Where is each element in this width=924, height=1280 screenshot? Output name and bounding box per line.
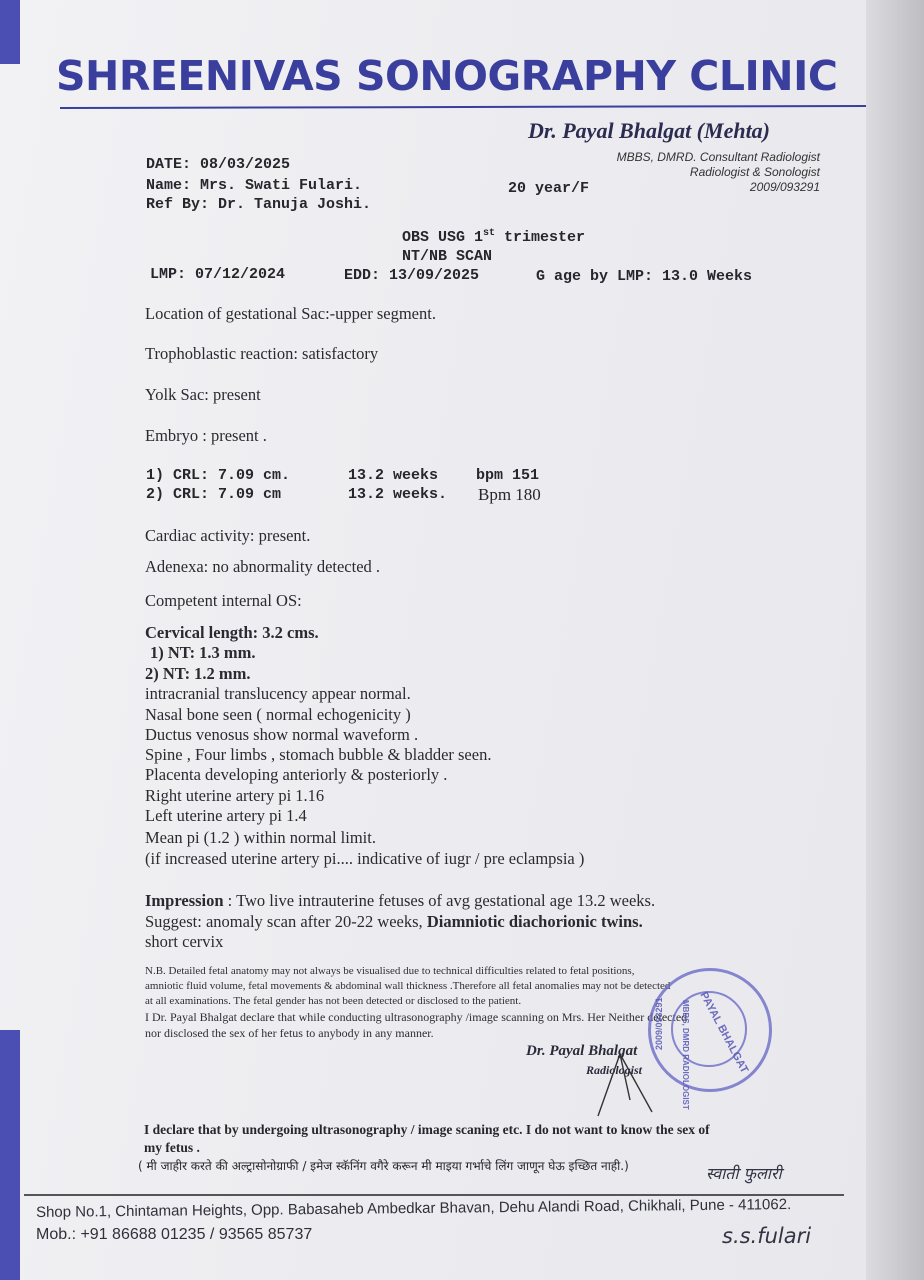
placenta: Placenta developing anteriorly & posteriorly . (145, 765, 448, 784)
left-uterine-pi: Left uterine artery pi 1.4 (145, 806, 307, 825)
nb-line-1: N.B. Detailed fetal anatomy may not always be visualised due to technical difficulties related to fetal positions, (145, 965, 635, 977)
patient-declaration-marathi: ( मी जाहीर करते की अल्ट्रासोनोग्राफी / इमेज स्कॅनिंग वगैरे करून मी माइया गर्भाचे लिंग जाणून घेऊ इच्छित नाही.) (138, 1159, 629, 1173)
suggestion-text: Suggest: anomaly scan after 20-22 weeks, (145, 912, 427, 931)
patient-signature-marathi: स्वाती फुलारी (706, 1164, 782, 1183)
crl-2-weeks: 13.2 weeks. (348, 486, 448, 503)
left-blue-strip-top (0, 0, 20, 64)
referred-by: Ref By: Dr. Tanuja Joshi. (146, 196, 372, 213)
clinic-address: Shop No.1, Chintaman Heights, Opp. Babasaheb Ambedkar Bhavan, Dehu Alandi Road, Chikhali, Pune - 411062. (35, 1196, 792, 1221)
report-date: DATE: 08/03/2025 (146, 156, 291, 173)
signature-name: Dr. Payal Bhalgat (526, 1043, 638, 1059)
reg-number: 2009/093291 (749, 180, 820, 194)
signature-mark (590, 1050, 680, 1122)
scan-subtitle: NT/NB SCAN (402, 248, 493, 265)
yolk-sac: Yolk Sac: present (145, 385, 261, 404)
crl-2-bpm: Bpm 180 (478, 485, 541, 504)
internal-os: Competent internal OS: (145, 591, 302, 610)
patient-declaration-1: I declare that by undergoing ultrasonography / image scaning etc. I do not want to know the sex of (144, 1122, 710, 1137)
patient-declaration-2: my fetus . (144, 1140, 200, 1155)
crl-1-weeks: 13.2 weeks (348, 467, 439, 484)
embryo: Embryo : present . (145, 426, 267, 445)
cervical-length: Cervical length: 3.2 cms. (145, 623, 319, 642)
declaration-doctor: I Dr. Payal Bhalgat declare that while conducting ultrasonography /image scanning on Mrs. Her Neither detected (145, 1010, 688, 1024)
scan-title-rest: trimester (495, 229, 586, 246)
adenexa: Adenexa: no abnormality detected . (145, 557, 381, 576)
mean-pi: Mean pi (1.2 ) within normal limit. (145, 828, 376, 847)
nt-2: 2) NT: 1.2 mm. (145, 664, 251, 683)
ductus-venosus: Ductus venosus show normal waveform . (145, 725, 419, 744)
header-rule (60, 105, 866, 109)
crl-1-label: 1) CRL: 7.09 cm. (146, 467, 291, 484)
uterine-pi-note: (if increased uterine artery pi.... indicative of iugr / pre eclampsia ) (145, 849, 585, 868)
crl-1-bpm: bpm 151 (476, 467, 540, 484)
clinic-name: SHREENIVAS SONOGRAPHY CLINIC (56, 52, 838, 100)
trophoblastic-reaction: Trophoblastic reaction: satisfactory (145, 344, 379, 363)
stamp-text-inner: MBBS, DMRD RADIOLOGIST (681, 1000, 690, 1110)
gest-sac-location: Location of gestational Sac:-upper segment. (145, 304, 436, 323)
suggestion (145, 912, 643, 932)
qual-line-2: Radiologist & Sonologist (689, 165, 820, 179)
nb-line-2: amniotic fluid volume, fetal movements & abdominal wall thickness .Therefore all fetal anomalies may not be detected (145, 980, 671, 992)
crl-2-label: 2) CRL: 7.09 cm (146, 486, 282, 503)
clinic-mobile: Mob.: +91 86688 01235 / 93565 85737 (36, 1226, 313, 1243)
qual-line-1: MBBS, DMRD. Consultant Radiologist (616, 150, 820, 164)
scan-title-main: OBS USG 1 (402, 229, 484, 246)
age-sex: 20 year/F (508, 180, 590, 197)
cardiac-activity: Cardiac activity: present. (145, 526, 311, 545)
twins-type: Diamniotic diachorionic twins. (426, 912, 643, 931)
nasal-bone: Nasal bone seen ( normal echogenicity ) (145, 705, 411, 724)
doctor-qualifications (617, 150, 820, 195)
handwritten-signature: s.s.fulari (722, 1224, 812, 1248)
doctor-name: Dr. Payal Bhalgat (Mehta) (528, 118, 771, 143)
gestational-age-lmp: G age by LMP: 13.0 Weeks (536, 268, 753, 285)
impression (145, 891, 655, 911)
scan-title (402, 228, 585, 246)
edd: EDD: 13/09/2025 (344, 267, 480, 284)
left-blue-strip-bottom (0, 1030, 20, 1280)
footer-rule (24, 1194, 844, 1196)
nb-line-3: at all examinations. The fetal gender has not been detected or disclosed to the patient. (145, 995, 522, 1007)
impression-text: : Two live intrauterine fetuses of avg gestational age 13.2 weeks. (223, 891, 656, 910)
short-cervix: short cervix (145, 932, 224, 951)
stamp-text-name: PAYAL BHALGAT (697, 990, 751, 1076)
nt-1: 1) NT: 1.3 mm. (150, 643, 256, 662)
spine-limbs: Spine , Four limbs , stomach bubble & bladder seen. (145, 745, 492, 764)
lmp: LMP: 07/12/2024 (150, 266, 286, 283)
patient-name: Name: Mrs. Swati Fulari. (146, 177, 363, 194)
scan-title-sup: st (483, 228, 496, 239)
intracranial-translucency: intracranial translucency appear normal. (145, 684, 411, 703)
right-uterine-pi: Right uterine artery pi 1.16 (145, 786, 325, 805)
declaration-doctor-2: nor disclosed the sex of her fetus to anybody in any manner. (145, 1026, 434, 1040)
stamp-text-reg: 2009/093291 (654, 997, 664, 1050)
paper-edge (866, 0, 924, 1280)
signature-role: Radiologist (586, 1063, 643, 1077)
impression-label: Impression (145, 891, 224, 910)
